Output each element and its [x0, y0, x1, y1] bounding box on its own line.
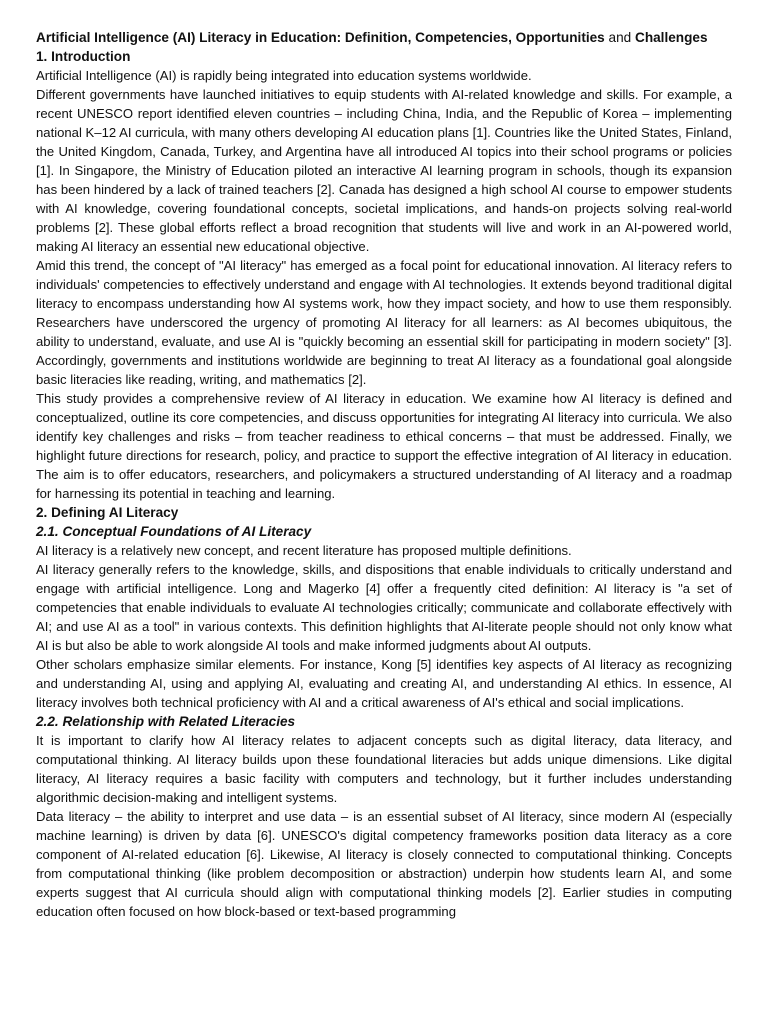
- document-title: [36, 28, 732, 47]
- related-paragraph-1: It is important to clarify how AI literacy relates to adjacent concepts such as digital literacy, data literacy, and computational thinking. AI literacy builds upon these foundational literacies but adds unique dimensions. Like digital literacy, AI literacy requires a basic facility with computers and technology, but it further includes understanding algorithmic decision-making and intelligent systems.: [36, 733, 732, 805]
- intro-paragraph-4: This study provides a comprehensive review of AI literacy in education. We examine how AI literacy is defined and conceptualized, outline its core competencies, and discuss opportunities for integrating AI literacy into curricula. We also identify key challenges and risks – from teacher readiness to ethical concerns – that must be addressed. Finally, we highlight future directions for research, policy, and practice to support the effective integration of AI literacy in education. The aim is to offer educators, researchers, and policymakers a structured understanding of AI literacy and a roadmap for harnessing its potential in teaching and learning.: [36, 391, 732, 501]
- intro-paragraph-1: Artificial Intelligence (AI) is rapidly being integrated into education systems worldwide.: [36, 68, 532, 83]
- intro-paragraph-3: Amid this trend, the concept of "AI literacy" has emerged as a focal point for educational innovation. AI literacy refers to individuals' competencies to effectively understand and engage with AI technologies. It extends beyond traditional digital literacy to encompass understanding how AI systems work, how they impact society, and how to use them responsibly. Researchers have underscored the urgency of promoting AI literacy for all learners: as AI becomes ubiquitous, the ability to understand, evaluate, and use AI is "quickly becoming an essential skill for participating in modern society" [3]. Accordingly, governments and institutions worldwide are beginning to treat AI literacy as a foundational goal alongside basic literacies like reading, writing, and mathematics [2].: [36, 258, 732, 387]
- subsection-heading-conceptual-foundations: 2.1. Conceptual Foundations of AI Literacy: [36, 524, 312, 539]
- related-paragraph-2: Data literacy – the ability to interpret and use data – is an essential subset of AI literacy, since modern AI (especially machine learning) is driven by data [6]. UNESCO's digital competency frameworks position data literacy as a core component of AI-related education [6]. Likewise, AI literacy is closely connected to computational thinking. Concepts from computational thinking (like problem decomposition or abstraction) underpin how students learn AI, and some experts suggest that AI curricula should align with computational thinking models [2]. Earlier studies in computing education often focused on how block-based or text-based programming: [36, 809, 732, 919]
- foundations-paragraph-3: Other scholars emphasize similar elements. For instance, Kong [5] identifies key aspects of AI literacy as recognizing and understanding AI, using and applying AI, evaluating and creating AI, and understanding AI ethics. In essence, AI literacy involves both technical proficiency with AI and a critical awareness of AI's ethical and social implications.: [36, 657, 732, 710]
- title-end: Challenges: [635, 30, 708, 45]
- foundations-paragraph-2: AI literacy generally refers to the knowledge, skills, and dispositions that enable individuals to critically understand and engage with artificial intelligence. Long and Magerko [4] offer a frequently cited definition: AI literacy is "a set of competencies that enable individuals to evaluate AI technologies critically; communicate and collaborate effectively with AI; and use AI as a tool" in various contexts. This definition highlights that AI-literate people should not only know what AI is but also be able to work alongside AI tools and make informed judgments about AI outputs.: [36, 562, 732, 653]
- title-main: Artificial Intelligence (AI) Literacy in Education: Definition, Competencies, Opportunities: [36, 30, 605, 45]
- section-heading-introduction: 1. Introduction: [36, 49, 131, 64]
- foundations-paragraph-1: AI literacy is a relatively new concept, and recent literature has proposed multiple definitions.: [36, 543, 572, 558]
- subsection-heading-related-literacies: 2.2. Relationship with Related Literacies: [36, 714, 296, 729]
- intro-paragraph-2: Different governments have launched initiatives to equip students with AI-related knowledge and skills. For example, a recent UNESCO report identified eleven countries – including China, India, and the Republic of Korea – implementing national K–12 AI curricula, with many others developing AI education plans [1]. Countries like the United States, Finland, the United Kingdom, Canada, Turkey, and Argentina have all introduced AI topics into their school programs or policies [1]. In Singapore, the Ministry of Education piloted an interactive AI learning program in schools, though its expansion has been hindered by a lack of trained teachers [2]. Canada has designed a high school AI course to empower students with AI knowledge, covering foundational concepts, societal implications, and hands-on projects solving real-world problems [2]. These global efforts reflect a broad recognition that students will live and work in an AI-powered world, making AI literacy an essential new educational objective.: [36, 87, 732, 254]
- section-heading-defining-ai-literacy: 2. Defining AI Literacy: [36, 505, 179, 520]
- title-and: and: [608, 30, 632, 45]
